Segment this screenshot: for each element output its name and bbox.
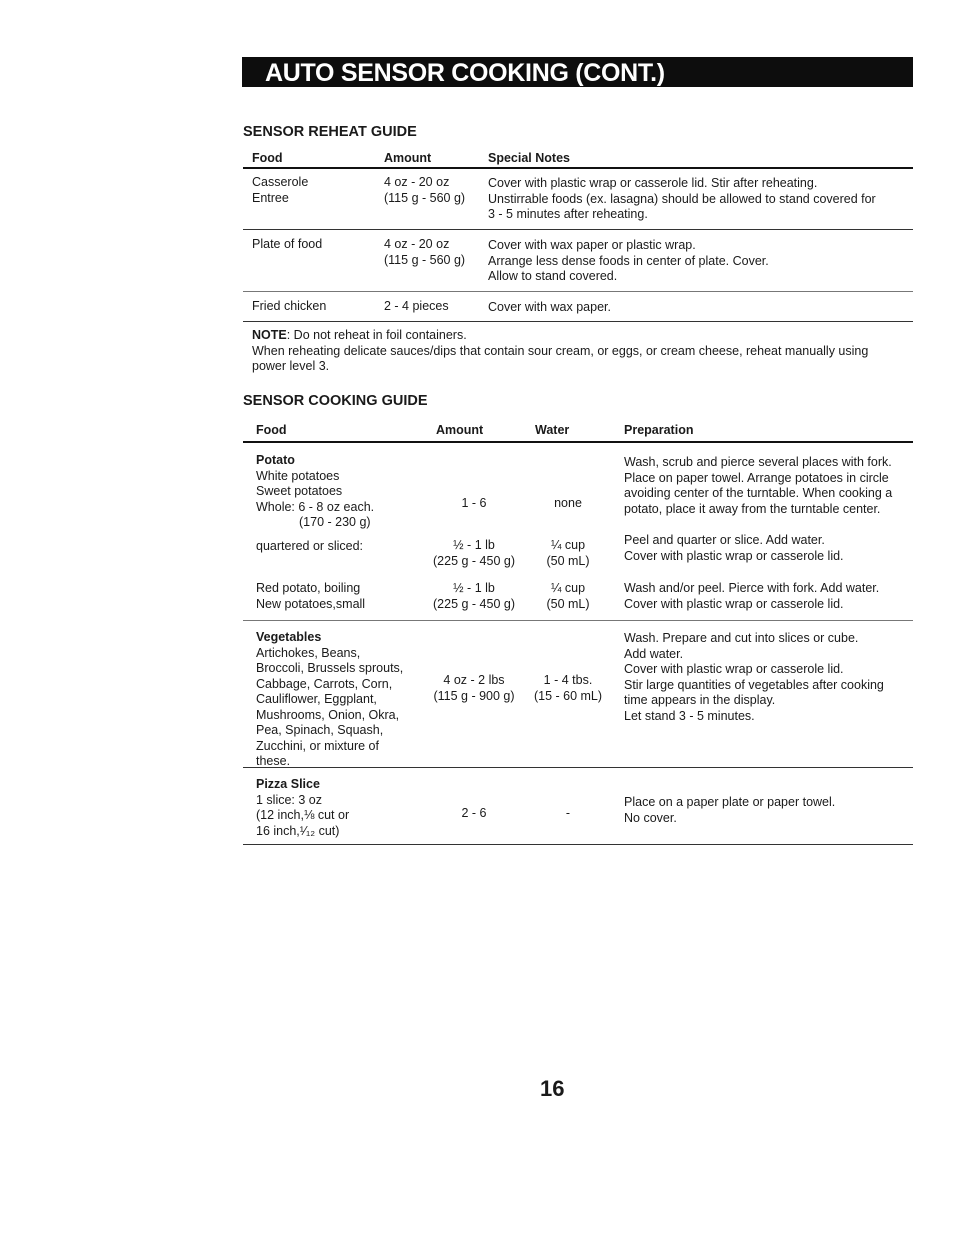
prep-line: Place on a paper plate or paper towel.: [624, 795, 836, 809]
vegetables-amount: [426, 673, 522, 704]
food-line: Plate of food: [252, 237, 323, 251]
note-line: 3 - 5 minutes after reheating.: [488, 207, 648, 221]
amount-line: (115 g - 900 g): [433, 688, 515, 703]
prep-line: Wash, scrub and pierce several places with fork.: [624, 455, 892, 469]
prep-line: Stir large quantities of vegetables after cooking: [624, 677, 884, 692]
note-line: Allow to stand covered.: [488, 269, 618, 283]
food-line: 1 slice: 3 oz: [256, 792, 323, 807]
amount-line: 4 oz - 2 lbs: [443, 673, 505, 687]
food-line: Entree: [252, 190, 289, 205]
food-line: Broccoli, Brussels sprouts,: [256, 661, 404, 675]
reheat-col-notes: Special Notes: [488, 151, 570, 165]
page-title: AUTO SENSOR COOKING (CONT.): [265, 59, 665, 87]
water-line: (15 - 60 mL): [533, 688, 603, 703]
prep-line: Wash and/or peel. Pierce with fork. Add water.: [624, 581, 880, 595]
cooking-row-divider: [243, 620, 913, 621]
potato-heading: Potato: [256, 453, 295, 467]
amount-line: 4 oz - 20 oz: [384, 237, 450, 251]
note-label: NOTE: [252, 328, 287, 342]
food-line: Cauliflower, Eggplant,: [256, 692, 377, 706]
food-line: Zucchini, or mixture of: [256, 738, 379, 753]
potato-quartered-food: quartered or sliced:: [256, 539, 364, 553]
food-line: Cabbage, Carrots, Corn,: [256, 676, 393, 691]
amount-line: ½ - 1 lb: [453, 581, 495, 595]
pizza-heading: Pizza Slice: [256, 777, 320, 791]
pizza-prep: [624, 795, 835, 826]
amount-line: (115 g - 560 g): [384, 190, 466, 205]
prep-line: Wash. Prepare and cut into slices or cube.: [624, 631, 859, 645]
amount-line: (225 g - 450 g): [433, 553, 515, 568]
prep-line: Cover with plastic wrap or casserole lid.: [624, 596, 844, 611]
reheat-col-amount: Amount: [384, 151, 432, 165]
food-line: Whole: 6 - 8 oz each.: [256, 499, 375, 514]
food-line: Red potato, boiling: [256, 581, 361, 595]
reheat-table-bottom-rule: [243, 321, 913, 322]
prep-line: Place on paper towel. Arrange potatoes in circle: [624, 470, 889, 485]
food-line: Pea, Spinach, Squash,: [256, 723, 384, 737]
cooking-header-rule: [243, 441, 913, 443]
reheat-header-rule: [243, 167, 913, 169]
potato-prep: [624, 455, 892, 517]
pizza-water: -: [565, 806, 571, 820]
reheat-row-divider: [243, 229, 913, 230]
potato-water: none: [554, 496, 582, 510]
potato-red-prep: [624, 581, 879, 612]
cooking-guide-title: SENSOR COOKING GUIDE: [243, 393, 428, 409]
potato-amount: 1 - 6: [461, 496, 487, 510]
note-line: Cover with wax paper or plastic wrap.: [488, 238, 696, 252]
water-line: ¼ cup: [550, 581, 586, 595]
food-line: Casserole: [252, 175, 309, 189]
reheat-row-plate-food: [252, 237, 322, 253]
amount-line: (225 g - 450 g): [433, 596, 515, 611]
note-line-3: power level 3.: [252, 359, 330, 373]
prep-line: Cover with plastic wrap or casserole lid.: [624, 548, 844, 563]
cooking-table-bottom-rule: [243, 844, 913, 845]
reheat-row-casserole-food: [252, 175, 308, 206]
potato-quartered-water: [530, 538, 606, 569]
cooking-row-divider: [243, 767, 913, 768]
amount-line: 4 oz - 20 oz: [384, 175, 450, 189]
cooking-col-food: Food: [256, 423, 287, 437]
amount-line: (115 g - 560 g): [384, 252, 466, 267]
food-line: 16 inch,¹⁄₁₂ cut): [256, 823, 340, 838]
food-line: New potatoes,small: [256, 596, 366, 611]
reheat-guide-title: SENSOR REHEAT GUIDE: [243, 124, 417, 140]
note-line: Unstirrable foods (ex. lasagna) should be allowed to stand covered for: [488, 191, 876, 206]
prep-line: Peel and quarter or slice. Add water.: [624, 533, 825, 547]
reheat-row-divider: [243, 291, 913, 292]
prep-line: potato, place it away from the turntable center.: [624, 501, 881, 516]
prep-line: No cover.: [624, 810, 677, 825]
potato-quartered-prep: [624, 533, 844, 564]
potato-quartered-amount: [430, 538, 518, 569]
vegetables-food: [256, 630, 403, 770]
vegetables-heading: Vegetables: [256, 630, 322, 644]
note-line-2: When reheating delicate sauces/dips that contain sour cream, or eggs, or cream cheese, reheat manually using: [252, 343, 869, 358]
food-line: these.: [256, 754, 291, 768]
prep-line: time appears in the display.: [624, 693, 776, 707]
food-line: (170 - 230 g): [299, 515, 371, 529]
reheat-row-chicken-amount: 2 - 4 pieces: [384, 299, 449, 313]
water-line: (50 mL): [546, 553, 590, 568]
potato-food: [256, 453, 374, 531]
vegetables-water: [526, 673, 610, 704]
reheat-note: [252, 328, 868, 375]
note-line: Cover with plastic wrap or casserole lid. Stir after reheating.: [488, 176, 818, 190]
food-line: Mushrooms, Onion, Okra,: [256, 707, 400, 722]
reheat-row-casserole-amount: [384, 175, 465, 206]
potato-red-food: [256, 581, 365, 612]
cooking-col-water: Water: [535, 423, 570, 437]
food-line: (12 inch,⅛ cut or: [256, 808, 350, 822]
reheat-row-chicken-notes: Cover with wax paper.: [488, 300, 611, 314]
water-line: (50 mL): [546, 596, 590, 611]
note-text: : Do not reheat in foil containers.: [286, 328, 467, 342]
water-line: 1 - 4 tbs.: [543, 673, 593, 687]
prep-line: Add water.: [624, 646, 684, 661]
reheat-row-plate-notes: [488, 238, 769, 285]
food-line: Sweet potatoes: [256, 484, 343, 498]
prep-line: Cover with plastic wrap or casserole lid.: [624, 662, 844, 676]
food-line: Artichokes, Beans,: [256, 645, 361, 660]
potato-red-water: [530, 581, 606, 612]
food-line: White potatoes: [256, 468, 340, 483]
pizza-food: [256, 777, 349, 839]
reheat-row-chicken-food: Fried chicken: [252, 299, 327, 313]
prep-line: Let stand 3 - 5 minutes.: [624, 708, 755, 723]
cooking-col-amount: Amount: [436, 423, 484, 437]
reheat-row-casserole-notes: [488, 176, 876, 223]
pizza-amount: 2 - 6: [461, 806, 487, 820]
page-number: 16: [540, 1076, 565, 1101]
potato-red-amount: [430, 581, 518, 612]
amount-line: ½ - 1 lb: [453, 538, 495, 552]
reheat-col-food: Food: [252, 151, 283, 165]
water-line: ¼ cup: [550, 538, 586, 552]
prep-line: avoiding center of the turntable. When cooking a: [624, 486, 893, 500]
note-line: Arrange less dense foods in center of plate. Cover.: [488, 253, 769, 268]
reheat-row-plate-amount: [384, 237, 465, 268]
vegetables-prep: [624, 631, 884, 724]
cooking-col-prep: Preparation: [624, 423, 694, 437]
